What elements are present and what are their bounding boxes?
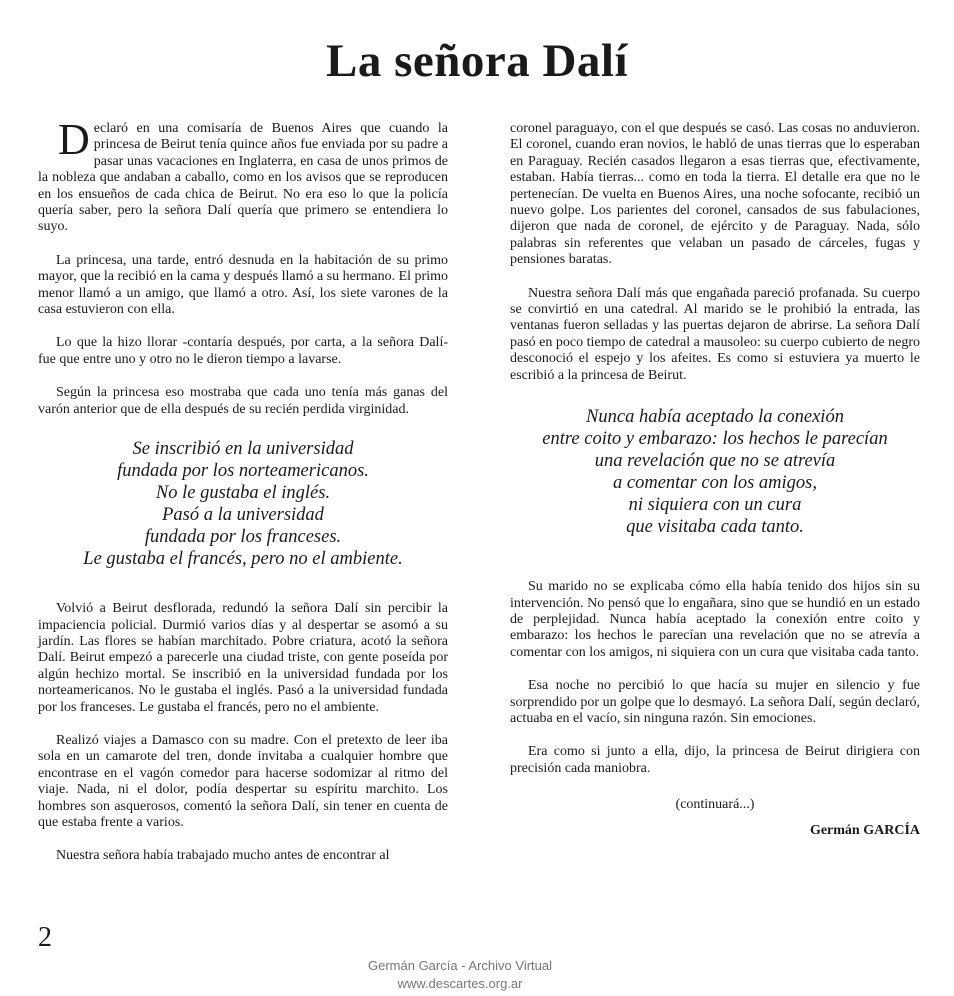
paragraph-6: Realizó viajes a Damasco con su madre. Con el pretexto de leer iba sola en un camarote del tren, donde invitaba a cualquier hombre que encontrase en el vagón comedor para hacerse sodomizar al ritmo del viaje. Nada, ni el dolor, podía despertar su espíritu marchito. Los hombres son asquerosos, comentó la señora Dalí, sin tener en cuenta de que estaba frente a varios. <box>38 732 448 830</box>
footer <box>0 957 920 993</box>
pull-quote-line: que visitaba cada tanto. <box>626 517 804 538</box>
paragraph-11: Esa noche no percibió lo que hacía su mujer en silencio y fue sorprendido por un golpe que lo desmayó. La señora Dalí, según declaró, actuaba en el vacío, sin ninguna razón. Sin emociones. <box>510 678 920 726</box>
page-number: 2 <box>38 922 52 953</box>
right-column <box>510 121 920 839</box>
pull-quote-line: No le gustaba el inglés. <box>155 483 331 504</box>
footer-website: www.descartes.org.ar <box>397 976 523 991</box>
paragraph-7: Nuestra señora había trabajado mucho antes de encontrar al <box>56 848 390 864</box>
pull-quote-line: entre coito y embarazo: los hechos le parecían <box>542 429 888 450</box>
article-title: La señora Dalí <box>325 35 629 87</box>
pull-quote-line: Nunca había aceptado la conexión <box>586 407 844 428</box>
paragraph-1 <box>38 115 448 236</box>
pull-quote-right <box>510 406 920 538</box>
paragraph-8: coronel paraguayo, con el que después se casó. Las cosas no anduvieron. El coronel, cuando eran novios, le habló de unas tierras que lo esperaban en Paraguay. Recién casados llegaron a esas tierras que, efectivamente, estaban. Había tierras... como en toda la tierra. El detalle era que no le pertenecían. De vuelta en Buenos Aires, una noche sofocante, recibió un nuevo golpe. Los parientes del coronel, cansados de sus fabulaciones, dijeron que nada de coronel, de ejército y de Paraguay. Nada, sólo palabras sin referentes que velaban un pasado de cárceles, fugas y pensiones baratas. <box>510 121 920 268</box>
pull-quote-line: Pasó a la universidad <box>162 505 324 526</box>
pull-quote-line: fundada por los franceses. <box>144 527 342 548</box>
footer-archive-label: Germán García - Archivo Virtual <box>368 958 552 973</box>
pull-quote-line: Le gustaba el francés, pero no el ambiente. <box>83 549 403 570</box>
paragraph-5: Volvió a Beirut desflorada, redundó la señora Dalí sin percibir la impaciencia policial. Durmió varios días y al despertar se asomó a su jardín. Las flores se habían marchitado. Pobre criatura, acotó la señora Dalí. Beirut empezó a parecerle una ciudad triste, con gente poseída por algún hechizo mortal. Se inscribió en la universidad fundada por los norteamericanos. No le gustaba el inglés. Pasó a la universidad fundada por los franceses. Le gustaba el francés, pero no el ambiente. <box>38 601 448 715</box>
left-column <box>38 115 448 865</box>
paragraph-1-text: eclaró en una comisaría de Buenos Aires que cuando la princesa de Beirut tenía quince años fue enviada por su padre a pasar unas vacaciones en Inglaterra, en casa de unos primos de la nobleza que andaban a caballo, como en los avisos que se reproducen en los ensueños de cada chica de Beirut. No era eso lo que la policía quería saber, pero la señora Dalí quería que primero se entendiera lo suyo. <box>38 121 448 235</box>
paragraph-3: Lo que la hizo llorar -contaría después, por carta, a la señora Dalí- fue que entre uno y otro no le dieron tiempo a lavarse. <box>38 335 448 367</box>
paragraph-12: Era como si junto a ella, dijo, la princesa de Beirut dirigiera con precisión cada maniobra. <box>510 744 920 776</box>
drop-cap: D <box>58 115 90 164</box>
paragraph-9: Nuestra señora Dalí más que engañada pareció profanada. Su cuerpo se convirtió en una catedral. Al marido se le prohibió la entrada, las ventanas fueron selladas y las puertas dejaron de abrirse. La señora Dalí pasó en poco tiempo de catedral a mausoleo: su cuerpo cubierto de negro desconoció el espejo y los afeites. Es como si estuviera ya muerto le escribió a la princesa de Beirut. <box>510 285 920 383</box>
pull-quote-line: Se inscribió en la universidad <box>132 439 354 460</box>
pull-quote-line: a comentar con los amigos, <box>613 473 817 494</box>
pull-quote-line: ni siquiera con un cura <box>628 495 802 516</box>
pull-quote-line: fundada por los norteamericanos. <box>117 461 369 482</box>
paragraph-2: La princesa, una tarde, entró desnuda en la habitación de su primo mayor, que la recibió en la cama y después llamó a su hermano. El primo menor llamó a un amigo, que llamó a otro. Así, los siete varones de la casa estuvieron con ella. <box>38 252 448 318</box>
paragraph-4: Según la princesa eso mostraba que cada uno tenía más ganas del varón anterior que de ella después de su recién perdida virginidad. <box>38 385 448 417</box>
continued-note: (continuará...) <box>675 797 755 813</box>
paragraph-10: Su marido no se explicaba cómo ella había tenido dos hijos sin su intervención. No pensó que lo engañara, sino que se hundió en un estado de perplejidad. Nunca había aceptado la conexión entre coito y embarazo: los hechos le parecían una revelación que no se atrevía a comentar con los amigos, ni siquiera con un cura que visitaba cada tanto. <box>510 579 920 660</box>
author-signature: Germán GARCÍA <box>809 823 920 839</box>
pull-quote-left <box>38 438 448 570</box>
pull-quote-line: una revelación que no se atrevía <box>594 451 836 472</box>
